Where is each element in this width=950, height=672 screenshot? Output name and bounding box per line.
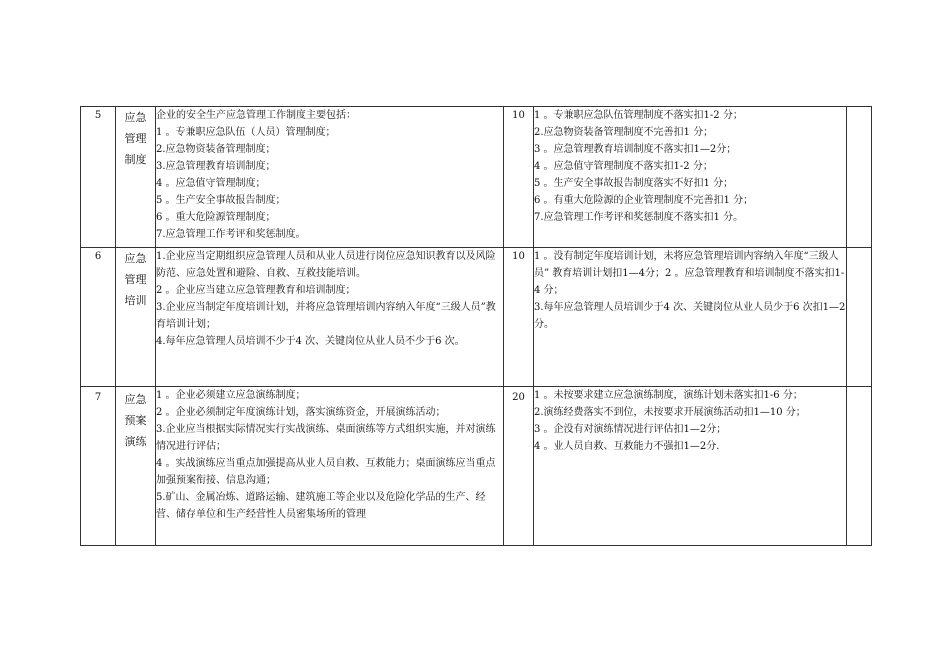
- item-name: 应急管理制度: [124, 111, 147, 166]
- table-row: [81, 107, 872, 248]
- method-line: 3 。应急管理教育培训制度不落实扣1—2分；: [534, 144, 737, 155]
- requirement-line: 5.矿山、金属冶炼、道路运输、建筑施工等企业以及危险化学品的生产、经营、储存单位和生产经营性人员密集场所的管理: [156, 492, 486, 520]
- method-line: 2.演练经费落实不到位，未按要求开展演练活动扣1—10 分；: [534, 407, 806, 418]
- requirements-cell: [156, 107, 504, 248]
- row-number: 6: [81, 248, 116, 387]
- requirement-line: 企业的安全生产应急管理工作制度主要包括：: [156, 110, 356, 121]
- requirement-line: 4.每年应急管理人员培训不少于4 次、关键岗位从业人员不少于6 次。: [156, 336, 465, 347]
- requirement-line: 3.企业应当根据实际情况实行实战演练、桌面演练等方式组织实施，并对演练情况进行评估；: [156, 424, 496, 452]
- row-number: 7: [81, 387, 116, 546]
- method-line: 1 。没有制定年度培训计划，未将应急管理培训内容纳入年度“三级人员” 教育培训计划扣1—4分；2 。应急管理教育和培训制度不落实扣1-4 分；: [534, 251, 845, 296]
- scoring-table: [80, 106, 872, 546]
- table-row: [81, 248, 872, 387]
- table-row: [81, 387, 872, 546]
- method-cell: [534, 387, 847, 546]
- blank-cell: [847, 107, 872, 248]
- method-cell: [534, 107, 847, 248]
- method-line: 7.应急管理工作考评和奖惩制度不落实扣1 分。: [534, 212, 744, 223]
- method-line: 4 。业人员自救、互救能力不强扣1—2分.: [534, 441, 720, 452]
- requirement-line: 4 。实战演练应当重点加强提高从业人员自救、互救能力；桌面演练应当重点加强预案衔接、信息沟通；: [156, 458, 496, 486]
- requirement-line: 2 。企业必须制定年度演练计划，落实演练资金，开展演练活动；: [156, 407, 446, 418]
- requirement-line: 6 。重大危险源管理制度；: [156, 212, 276, 223]
- method-line: 2.应急物资装备管理制度不完善扣1 分；: [534, 127, 714, 138]
- method-line: 1 。专兼职应急队伍管理制度不落实扣1-2 分；: [534, 110, 743, 121]
- requirement-line: 5 。生产安全事故报告制度；: [156, 195, 286, 206]
- requirements-cell: [156, 248, 504, 387]
- blank-cell: [847, 387, 872, 546]
- row-number: 5: [81, 107, 116, 248]
- requirement-line: 4 。应急值守管理制度；: [156, 178, 266, 189]
- item-name-cell: [116, 387, 156, 546]
- method-line: 1 。未按要求建立应急演练制度，演练计划未落实扣1-6 分；: [534, 390, 803, 401]
- method-line: 5 。生产安全事故报告制度落实不好扣1 分；: [534, 178, 734, 189]
- method-cell: [534, 248, 847, 387]
- method-line: 6 。有重大危险源的企业管理制度不完善扣1 分；: [534, 195, 754, 206]
- method-line: 3.每年应急管理人员培训少于4 次、关键岗位从业人员少于6 次扣1—2分。: [534, 302, 846, 330]
- requirements-cell: [156, 387, 504, 546]
- item-name-cell: [116, 107, 156, 248]
- method-line: 4 。应急值守管理制度不落实扣1-2 分；: [534, 161, 713, 172]
- requirement-line: 2 。企业应当建立应急管理教育和培训制度；: [156, 285, 356, 296]
- requirement-line: 7.应急管理工作考评和奖惩制度。: [156, 229, 306, 240]
- score-cell: 20: [504, 387, 534, 546]
- score-cell: 10: [504, 248, 534, 387]
- score-cell: 10: [504, 107, 534, 248]
- requirement-line: 1 。企业必须建立应急演练制度；: [156, 390, 306, 401]
- requirement-line: 1 。专兼职应急队伍（人员）管理制度；: [156, 127, 336, 138]
- blank-cell: [847, 248, 872, 387]
- method-line: 3 。企没有对演练情况进行评估扣1—2分；: [534, 424, 727, 435]
- item-name-cell: [116, 248, 156, 387]
- requirement-line: 3.企业应当制定年度培训计划，并将应急管理培训内容纳入年度“三级人员”教育培训计划；: [156, 302, 496, 330]
- requirement-line: 3.应急管理教育培训制度；: [156, 161, 276, 172]
- requirement-line: 1.企业应当定期组织应急管理人员和从业人员进行岗位应急知识教育以及风险防范、应急处置和避险、自救、互救技能培训。: [156, 251, 496, 279]
- item-name: 应急预案演练: [124, 393, 147, 448]
- item-name: 应急管理培训: [124, 252, 147, 307]
- requirement-line: 2.应急物资装备管理制度；: [156, 144, 276, 155]
